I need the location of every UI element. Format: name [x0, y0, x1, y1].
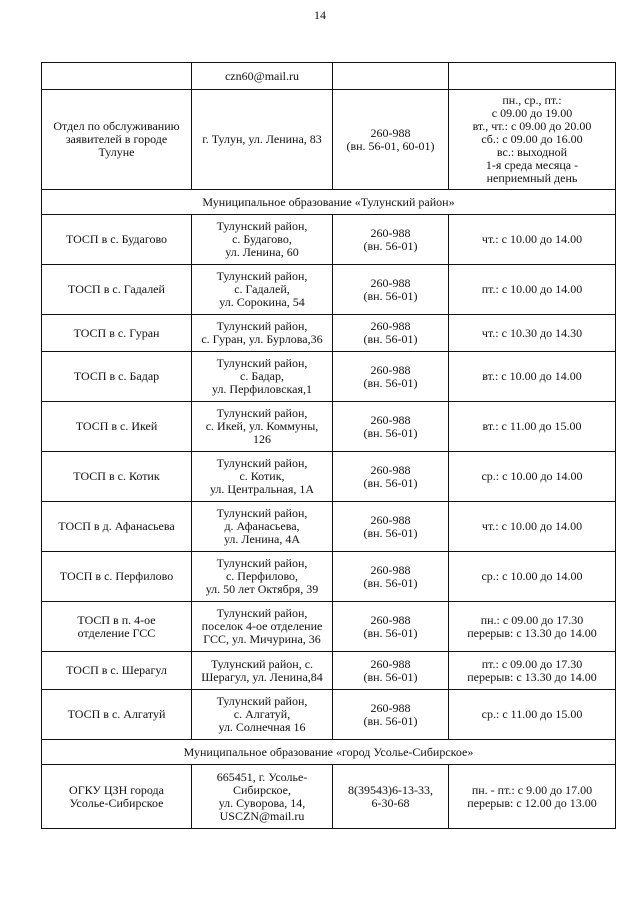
- office-name: Отдел по обслуживанию заявителей в городе Тулуне: [42, 90, 192, 190]
- office-schedule: пн. - пт.: с 9.00 до 17.00 перерыв: с 12.00 до 13.00: [449, 765, 616, 829]
- office-address: Тулунский район, поселок 4-ое отделение ГСС, ул. Мичурина, 36: [192, 602, 333, 652]
- office-schedule: пт.: с 09.00 до 17.30 перерыв: с 13.30 до 14.00: [449, 652, 616, 690]
- office-schedule: вт.: с 11.00 до 15.00: [449, 402, 616, 452]
- section-header-row: [42, 740, 616, 765]
- office-schedule: пн., ср., пт.: с 09.00 до 19.00 вт., чт.: с 09.00 до 20.00 сб.: с 09.00 до 16.00 вс.: выходной 1-я среда месяца - неприемный день: [449, 90, 616, 190]
- page-number: 14: [314, 8, 326, 22]
- office-address: Тулунский район, с. Икей, ул. Коммуны, 126: [192, 402, 333, 452]
- office-schedule: ср.: с 11.00 до 15.00: [449, 690, 616, 740]
- office-name: ТОСП в с. Будагово: [42, 215, 192, 265]
- table-row: [42, 315, 616, 352]
- section-title: Муниципальное образование «город Усолье-Сибирское»: [42, 740, 616, 765]
- office-name: ТОСП в д. Афанасьева: [42, 502, 192, 552]
- table-cell: czn60@mail.ru: [192, 63, 333, 90]
- office-phone: 260-988 (вн. 56-01): [333, 352, 449, 402]
- office-schedule: ср.: с 10.00 до 14.00: [449, 552, 616, 602]
- table-cell: [449, 63, 616, 90]
- offices-table: [41, 62, 616, 829]
- section-title: Муниципальное образование «Тулунский район»: [42, 190, 616, 215]
- table-row: [42, 352, 616, 402]
- office-name: ТОСП в с. Шерагул: [42, 652, 192, 690]
- office-name: ТОСП в с. Котик: [42, 452, 192, 502]
- office-name: ТОСП в с. Гадалей: [42, 265, 192, 315]
- table-row: [42, 402, 616, 452]
- office-phone: 260-988 (вн. 56-01, 60-01): [333, 90, 449, 190]
- office-name: ТОСП в с. Икей: [42, 402, 192, 452]
- table-row: [42, 452, 616, 502]
- section-header-row: [42, 190, 616, 215]
- office-schedule: чт.: с 10.00 до 14.00: [449, 502, 616, 552]
- office-phone: 260-988 (вн. 56-01): [333, 215, 449, 265]
- table-row: [42, 652, 616, 690]
- office-phone: 260-988 (вн. 56-01): [333, 552, 449, 602]
- office-schedule: чт.: с 10.00 до 14.00: [449, 215, 616, 265]
- office-address: Тулунский район, д. Афанасьева, ул. Ленина, 4А: [192, 502, 333, 552]
- office-address: Тулунский район, с. Бадар, ул. Перфиловская,1: [192, 352, 333, 402]
- office-phone: 260-988 (вн. 56-01): [333, 652, 449, 690]
- table-row: [42, 602, 616, 652]
- table-row: [42, 215, 616, 265]
- office-phone: 260-988 (вн. 56-01): [333, 690, 449, 740]
- office-address: Тулунский район, с. Будагово, ул. Ленина, 60: [192, 215, 333, 265]
- office-address: Тулунский район, с. Шерагул, ул. Ленина,84: [192, 652, 333, 690]
- office-schedule: чт.: с 10.30 до 14.30: [449, 315, 616, 352]
- office-phone: 260-988 (вн. 56-01): [333, 265, 449, 315]
- table-row: [42, 765, 616, 829]
- office-name: ТОСП в с. Гуран: [42, 315, 192, 352]
- office-address: 665451, г. Усолье- Сибирское, ул. Суворова, 14, USCZN@mail.ru: [192, 765, 333, 829]
- office-schedule: пт.: с 10.00 до 14.00: [449, 265, 616, 315]
- office-phone: 260-988 (вн. 56-01): [333, 502, 449, 552]
- office-phone: 260-988 (вн. 56-01): [333, 315, 449, 352]
- office-address: Тулунский район, с. Котик, ул. Центральная, 1А: [192, 452, 333, 502]
- office-phone: 260-988 (вн. 56-01): [333, 452, 449, 502]
- office-address: г. Тулун, ул. Ленина, 83: [192, 90, 333, 190]
- office-address: Тулунский район, с. Алгатуй, ул. Солнечная 16: [192, 690, 333, 740]
- table-row: [42, 90, 616, 190]
- table-row: [42, 265, 616, 315]
- table-cell: [333, 63, 449, 90]
- office-name: ОГКУ ЦЗН города Усолье-Сибирское: [42, 765, 192, 829]
- office-phone: 260-988 (вн. 56-01): [333, 602, 449, 652]
- table-cell: [42, 63, 192, 90]
- table-row: [42, 552, 616, 602]
- office-name: ТОСП в п. 4-ое отделение ГСС: [42, 602, 192, 652]
- office-schedule: ср.: с 10.00 до 14.00: [449, 452, 616, 502]
- office-address: Тулунский район, с. Гадалей, ул. Сорокина, 54: [192, 265, 333, 315]
- office-schedule: пн.: с 09.00 до 17.30 перерыв: с 13.30 до 14.00: [449, 602, 616, 652]
- office-name: ТОСП в с. Бадар: [42, 352, 192, 402]
- table-row: [42, 690, 616, 740]
- office-name: ТОСП в с. Алгатуй: [42, 690, 192, 740]
- office-address: Тулунский район, с. Перфилово, ул. 50 лет Октября, 39: [192, 552, 333, 602]
- table-row: [42, 63, 616, 90]
- office-name: ТОСП в с. Перфилово: [42, 552, 192, 602]
- office-address: Тулунский район, с. Гуран, ул. Бурлова,36: [192, 315, 333, 352]
- office-phone: 8(39543)6-13-33, 6-30-68: [333, 765, 449, 829]
- office-schedule: вт.: с 10.00 до 14.00: [449, 352, 616, 402]
- table-row: [42, 502, 616, 552]
- office-phone: 260-988 (вн. 56-01): [333, 402, 449, 452]
